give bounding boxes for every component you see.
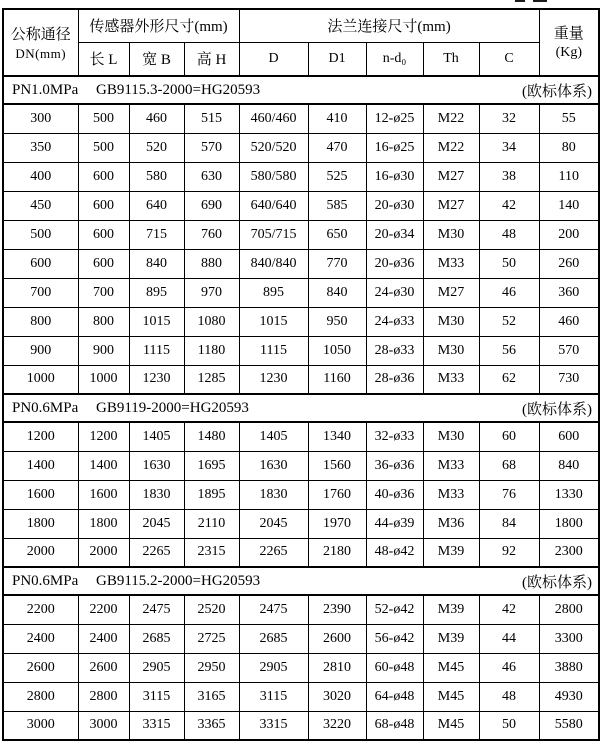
table-cell: 585 [308, 191, 366, 220]
table-cell: 470 [308, 133, 366, 162]
table-cell: 56-ø42 [366, 624, 423, 653]
table-row [3, 682, 599, 711]
table-cell: 570 [184, 133, 239, 162]
section-standard-code: GB9115.2-2000=HG20593 [96, 572, 261, 589]
table-cell: 3000 [78, 711, 129, 740]
table-cell: 2725 [184, 624, 239, 653]
table-cell: 2400 [3, 624, 78, 653]
header-nominal-diameter-title: 公称通径 [10, 26, 71, 43]
table-cell: 1050 [308, 336, 366, 365]
table-cell: 1600 [78, 480, 129, 509]
header-th: Th [423, 42, 479, 76]
table-cell: 1830 [239, 480, 308, 509]
section-pressure-rating: PN0.6MPa [12, 399, 79, 416]
table-cell: 460 [129, 104, 184, 133]
section-standard-note: (欧标体系) [522, 401, 593, 418]
table-cell: 650 [308, 220, 366, 249]
section-header-cell [3, 567, 599, 595]
table-cell: 1000 [3, 365, 78, 394]
header-height-h: 高 H [184, 42, 239, 76]
table-cell: 3115 [239, 682, 308, 711]
table-cell: 28-ø33 [366, 336, 423, 365]
header-flange-dimensions-group: 法兰连接尺寸(mm) [239, 9, 539, 42]
table-cell: 76 [479, 480, 539, 509]
table-cell: 2300 [539, 538, 599, 567]
header-d1: D1 [308, 42, 366, 76]
table-cell: 50 [479, 249, 539, 278]
table-cell: 32 [479, 104, 539, 133]
table-cell: 800 [3, 307, 78, 336]
table-cell: 1480 [184, 422, 239, 451]
table-cell: 500 [78, 133, 129, 162]
table-cell: 2600 [308, 624, 366, 653]
table-cell: 2520 [184, 595, 239, 624]
table-cell: 1830 [129, 480, 184, 509]
table-cell: 690 [184, 191, 239, 220]
table-cell: 2800 [3, 682, 78, 711]
table-cell: 900 [3, 336, 78, 365]
table-cell: 2315 [184, 538, 239, 567]
table-cell: 64-ø48 [366, 682, 423, 711]
table-cell: 2200 [78, 595, 129, 624]
table-cell: M22 [423, 133, 479, 162]
table-cell: 68 [479, 451, 539, 480]
table-row [3, 104, 599, 133]
table-cell: M45 [423, 682, 479, 711]
section-standard-note: (欧标体系) [522, 574, 593, 591]
table-cell: 2475 [239, 595, 308, 624]
table-cell: 1695 [184, 451, 239, 480]
table-cell: 2110 [184, 509, 239, 538]
table-cell: 705/715 [239, 220, 308, 249]
table-cell: 1970 [308, 509, 366, 538]
table-cell: 525 [308, 162, 366, 191]
table-cell: M33 [423, 365, 479, 394]
header-c: C [479, 42, 539, 76]
table-cell: 580/580 [239, 162, 308, 191]
table-cell: 460 [539, 307, 599, 336]
table-row [3, 278, 599, 307]
table-cell: 3365 [184, 711, 239, 740]
header-width-b: 宽 B [129, 42, 184, 76]
table-row [3, 422, 599, 451]
table-cell: 1285 [184, 365, 239, 394]
header-weight [539, 9, 599, 76]
table-cell: 1230 [129, 365, 184, 394]
table-cell: 32-ø33 [366, 422, 423, 451]
table-cell: 1330 [539, 480, 599, 509]
table-cell: 1800 [78, 509, 129, 538]
table-cell: 600 [78, 162, 129, 191]
table-cell: 600 [78, 220, 129, 249]
table-row [3, 162, 599, 191]
table-cell: 1000 [78, 365, 129, 394]
table-cell: 360 [539, 278, 599, 307]
artifact-dash [533, 0, 547, 2]
table-cell: 1115 [239, 336, 308, 365]
table-cell: 300 [3, 104, 78, 133]
table-cell: 46 [479, 653, 539, 682]
table-cell: 44-ø39 [366, 509, 423, 538]
table-cell: 1405 [129, 422, 184, 451]
table-body [3, 76, 599, 740]
table-cell: 46 [479, 278, 539, 307]
table-cell: 1400 [3, 451, 78, 480]
header-weight-unit: (Kg) [555, 44, 583, 60]
table-cell: 2685 [129, 624, 184, 653]
section-header-row [3, 567, 599, 595]
table-cell: 4930 [539, 682, 599, 711]
table-cell: 640/640 [239, 191, 308, 220]
table-cell: 5580 [539, 711, 599, 740]
table-cell: 1800 [539, 509, 599, 538]
table-cell: 1630 [239, 451, 308, 480]
header-length-l: 长 L [78, 42, 129, 76]
table-cell: 640 [129, 191, 184, 220]
table-cell: 1560 [308, 451, 366, 480]
table-cell: 520 [129, 133, 184, 162]
table-cell: 52-ø42 [366, 595, 423, 624]
table-cell: 60 [479, 422, 539, 451]
table-cell: 1015 [239, 307, 308, 336]
table-cell: 770 [308, 249, 366, 278]
table-cell: 48 [479, 682, 539, 711]
table-cell: 895 [129, 278, 184, 307]
table-cell: 700 [78, 278, 129, 307]
table-cell: 55 [539, 104, 599, 133]
table-row [3, 624, 599, 653]
table-cell: 2810 [308, 653, 366, 682]
table-cell: 38 [479, 162, 539, 191]
table-cell: 3315 [129, 711, 184, 740]
flange-dimension-table [2, 8, 600, 741]
table-row [3, 191, 599, 220]
table-cell: 400 [3, 162, 78, 191]
table-cell: 16-ø30 [366, 162, 423, 191]
table-cell: 630 [184, 162, 239, 191]
table-row [3, 509, 599, 538]
table-cell: M27 [423, 278, 479, 307]
table-cell: 3220 [308, 711, 366, 740]
table-cell: 2265 [239, 538, 308, 567]
table-cell: M45 [423, 711, 479, 740]
table-row [3, 336, 599, 365]
artifact-dash [515, 0, 525, 2]
table-cell: M39 [423, 595, 479, 624]
table-cell: 500 [78, 104, 129, 133]
table-cell: 80 [539, 133, 599, 162]
table-cell: 60-ø48 [366, 653, 423, 682]
table-cell: 2905 [239, 653, 308, 682]
table-cell: M33 [423, 249, 479, 278]
table-cell: M27 [423, 191, 479, 220]
table-cell: 1080 [184, 307, 239, 336]
table-cell: 260 [539, 249, 599, 278]
table-cell: 2045 [239, 509, 308, 538]
table-cell: 760 [184, 220, 239, 249]
table-cell: 2000 [3, 538, 78, 567]
table-cell: 42 [479, 595, 539, 624]
header-weight-title: 重量 [553, 25, 584, 42]
table-cell: M36 [423, 509, 479, 538]
table-cell: M45 [423, 653, 479, 682]
table-cell: 950 [308, 307, 366, 336]
table-cell: 1400 [78, 451, 129, 480]
table-cell: 2400 [78, 624, 129, 653]
table-cell: 900 [78, 336, 129, 365]
table-cell: 1600 [3, 480, 78, 509]
table-cell: 1160 [308, 365, 366, 394]
section-pressure-rating: PN1.0MPa [12, 81, 79, 98]
table-cell: M30 [423, 307, 479, 336]
section-header-cell [3, 76, 599, 104]
header-d: D [239, 42, 308, 76]
table-row [3, 249, 599, 278]
table-row [3, 451, 599, 480]
section-header-row [3, 76, 599, 104]
table-cell: 840 [129, 249, 184, 278]
table-cell: M39 [423, 538, 479, 567]
table-cell: 48-ø42 [366, 538, 423, 567]
table-cell: 140 [539, 191, 599, 220]
table-cell: 3020 [308, 682, 366, 711]
table-cell: 1405 [239, 422, 308, 451]
table-cell: M22 [423, 104, 479, 133]
table-cell: 2950 [184, 653, 239, 682]
table-cell: 1630 [129, 451, 184, 480]
table-row [3, 653, 599, 682]
table-cell: 20-ø30 [366, 191, 423, 220]
table-cell: 600 [78, 191, 129, 220]
table-cell: 48 [479, 220, 539, 249]
table-cell: M33 [423, 451, 479, 480]
table-cell: 84 [479, 509, 539, 538]
table-cell: 600 [539, 422, 599, 451]
table-cell: 42 [479, 191, 539, 220]
section-standard-note: (欧标体系) [522, 83, 593, 100]
table-cell: 52 [479, 307, 539, 336]
section-standard-code: GB9119-2000=HG20593 [96, 399, 249, 416]
table-cell: 68-ø48 [366, 711, 423, 740]
header-nominal-diameter [3, 9, 78, 76]
table-cell: 200 [539, 220, 599, 249]
table-cell: 880 [184, 249, 239, 278]
section-standard-code: GB9115.3-2000=HG20593 [96, 81, 261, 98]
table-cell: 56 [479, 336, 539, 365]
table-cell: 1800 [3, 509, 78, 538]
table-cell: 2685 [239, 624, 308, 653]
table-cell: 20-ø34 [366, 220, 423, 249]
section-pressure-rating: PN0.6MPa [12, 572, 79, 589]
table-cell: 3300 [539, 624, 599, 653]
table-row [3, 711, 599, 740]
table-cell: 36-ø36 [366, 451, 423, 480]
table-cell: 2200 [3, 595, 78, 624]
table-cell: 1015 [129, 307, 184, 336]
table-cell: 700 [3, 278, 78, 307]
table-cell: 20-ø36 [366, 249, 423, 278]
table-cell: 500 [3, 220, 78, 249]
table-cell: 2800 [78, 682, 129, 711]
table-cell: 2180 [308, 538, 366, 567]
table-row [3, 365, 599, 394]
table-cell: 450 [3, 191, 78, 220]
table-cell: 350 [3, 133, 78, 162]
table-cell: 580 [129, 162, 184, 191]
table-cell: 515 [184, 104, 239, 133]
table-row [3, 307, 599, 336]
table-cell: 970 [184, 278, 239, 307]
table-cell: 600 [3, 249, 78, 278]
table-cell: 92 [479, 538, 539, 567]
table-cell: 895 [239, 278, 308, 307]
table-cell: 3165 [184, 682, 239, 711]
table-cell: 1200 [3, 422, 78, 451]
table-cell: 2265 [129, 538, 184, 567]
header-n-d0: n-d₀ [366, 42, 423, 76]
table-cell: 1180 [184, 336, 239, 365]
table-cell: 715 [129, 220, 184, 249]
table-cell: 1115 [129, 336, 184, 365]
table-row [3, 133, 599, 162]
table-cell: 3115 [129, 682, 184, 711]
table-cell: 840/840 [239, 249, 308, 278]
table-cell: 3315 [239, 711, 308, 740]
table-cell: 520/520 [239, 133, 308, 162]
table-cell: 34 [479, 133, 539, 162]
table-cell: 16-ø25 [366, 133, 423, 162]
table-cell: 840 [308, 278, 366, 307]
table-cell: 110 [539, 162, 599, 191]
header-nominal-diameter-unit: DN(mm) [15, 45, 67, 61]
table-cell: M30 [423, 336, 479, 365]
table-cell: 1230 [239, 365, 308, 394]
table-cell: 12-ø25 [366, 104, 423, 133]
table-cell: M30 [423, 422, 479, 451]
table-row [3, 538, 599, 567]
table-cell: 50 [479, 711, 539, 740]
table-cell: 1340 [308, 422, 366, 451]
table-cell: 410 [308, 104, 366, 133]
table-cell: 3880 [539, 653, 599, 682]
table-header [3, 9, 599, 76]
table-cell: 460/460 [239, 104, 308, 133]
table-cell: 2475 [129, 595, 184, 624]
table-cell: 2905 [129, 653, 184, 682]
table-cell: 28-ø36 [366, 365, 423, 394]
table-cell: 840 [539, 451, 599, 480]
table-cell: 2045 [129, 509, 184, 538]
header-sensor-dimensions-group: 传感器外形尺寸(mm) [78, 9, 239, 42]
table-cell: M33 [423, 480, 479, 509]
section-header-row [3, 394, 599, 422]
table-row [3, 480, 599, 509]
section-header-cell [3, 394, 599, 422]
table-cell: 1200 [78, 422, 129, 451]
table-row [3, 220, 599, 249]
table-cell: 2390 [308, 595, 366, 624]
table-cell: 2000 [78, 538, 129, 567]
table-cell: 1760 [308, 480, 366, 509]
table-cell: 2800 [539, 595, 599, 624]
table-cell: 3000 [3, 711, 78, 740]
table-cell: 62 [479, 365, 539, 394]
table-cell: 2600 [78, 653, 129, 682]
table-cell: 800 [78, 307, 129, 336]
table-cell: 24-ø33 [366, 307, 423, 336]
table-cell: 600 [78, 249, 129, 278]
table-cell: 570 [539, 336, 599, 365]
table-cell: 730 [539, 365, 599, 394]
table-cell: 1895 [184, 480, 239, 509]
table-cell: M30 [423, 220, 479, 249]
table-cell: M27 [423, 162, 479, 191]
table-cell: 44 [479, 624, 539, 653]
table-cell: 2600 [3, 653, 78, 682]
table-cell: 40-ø36 [366, 480, 423, 509]
table-cell: 24-ø30 [366, 278, 423, 307]
table-cell: M39 [423, 624, 479, 653]
table-row [3, 595, 599, 624]
